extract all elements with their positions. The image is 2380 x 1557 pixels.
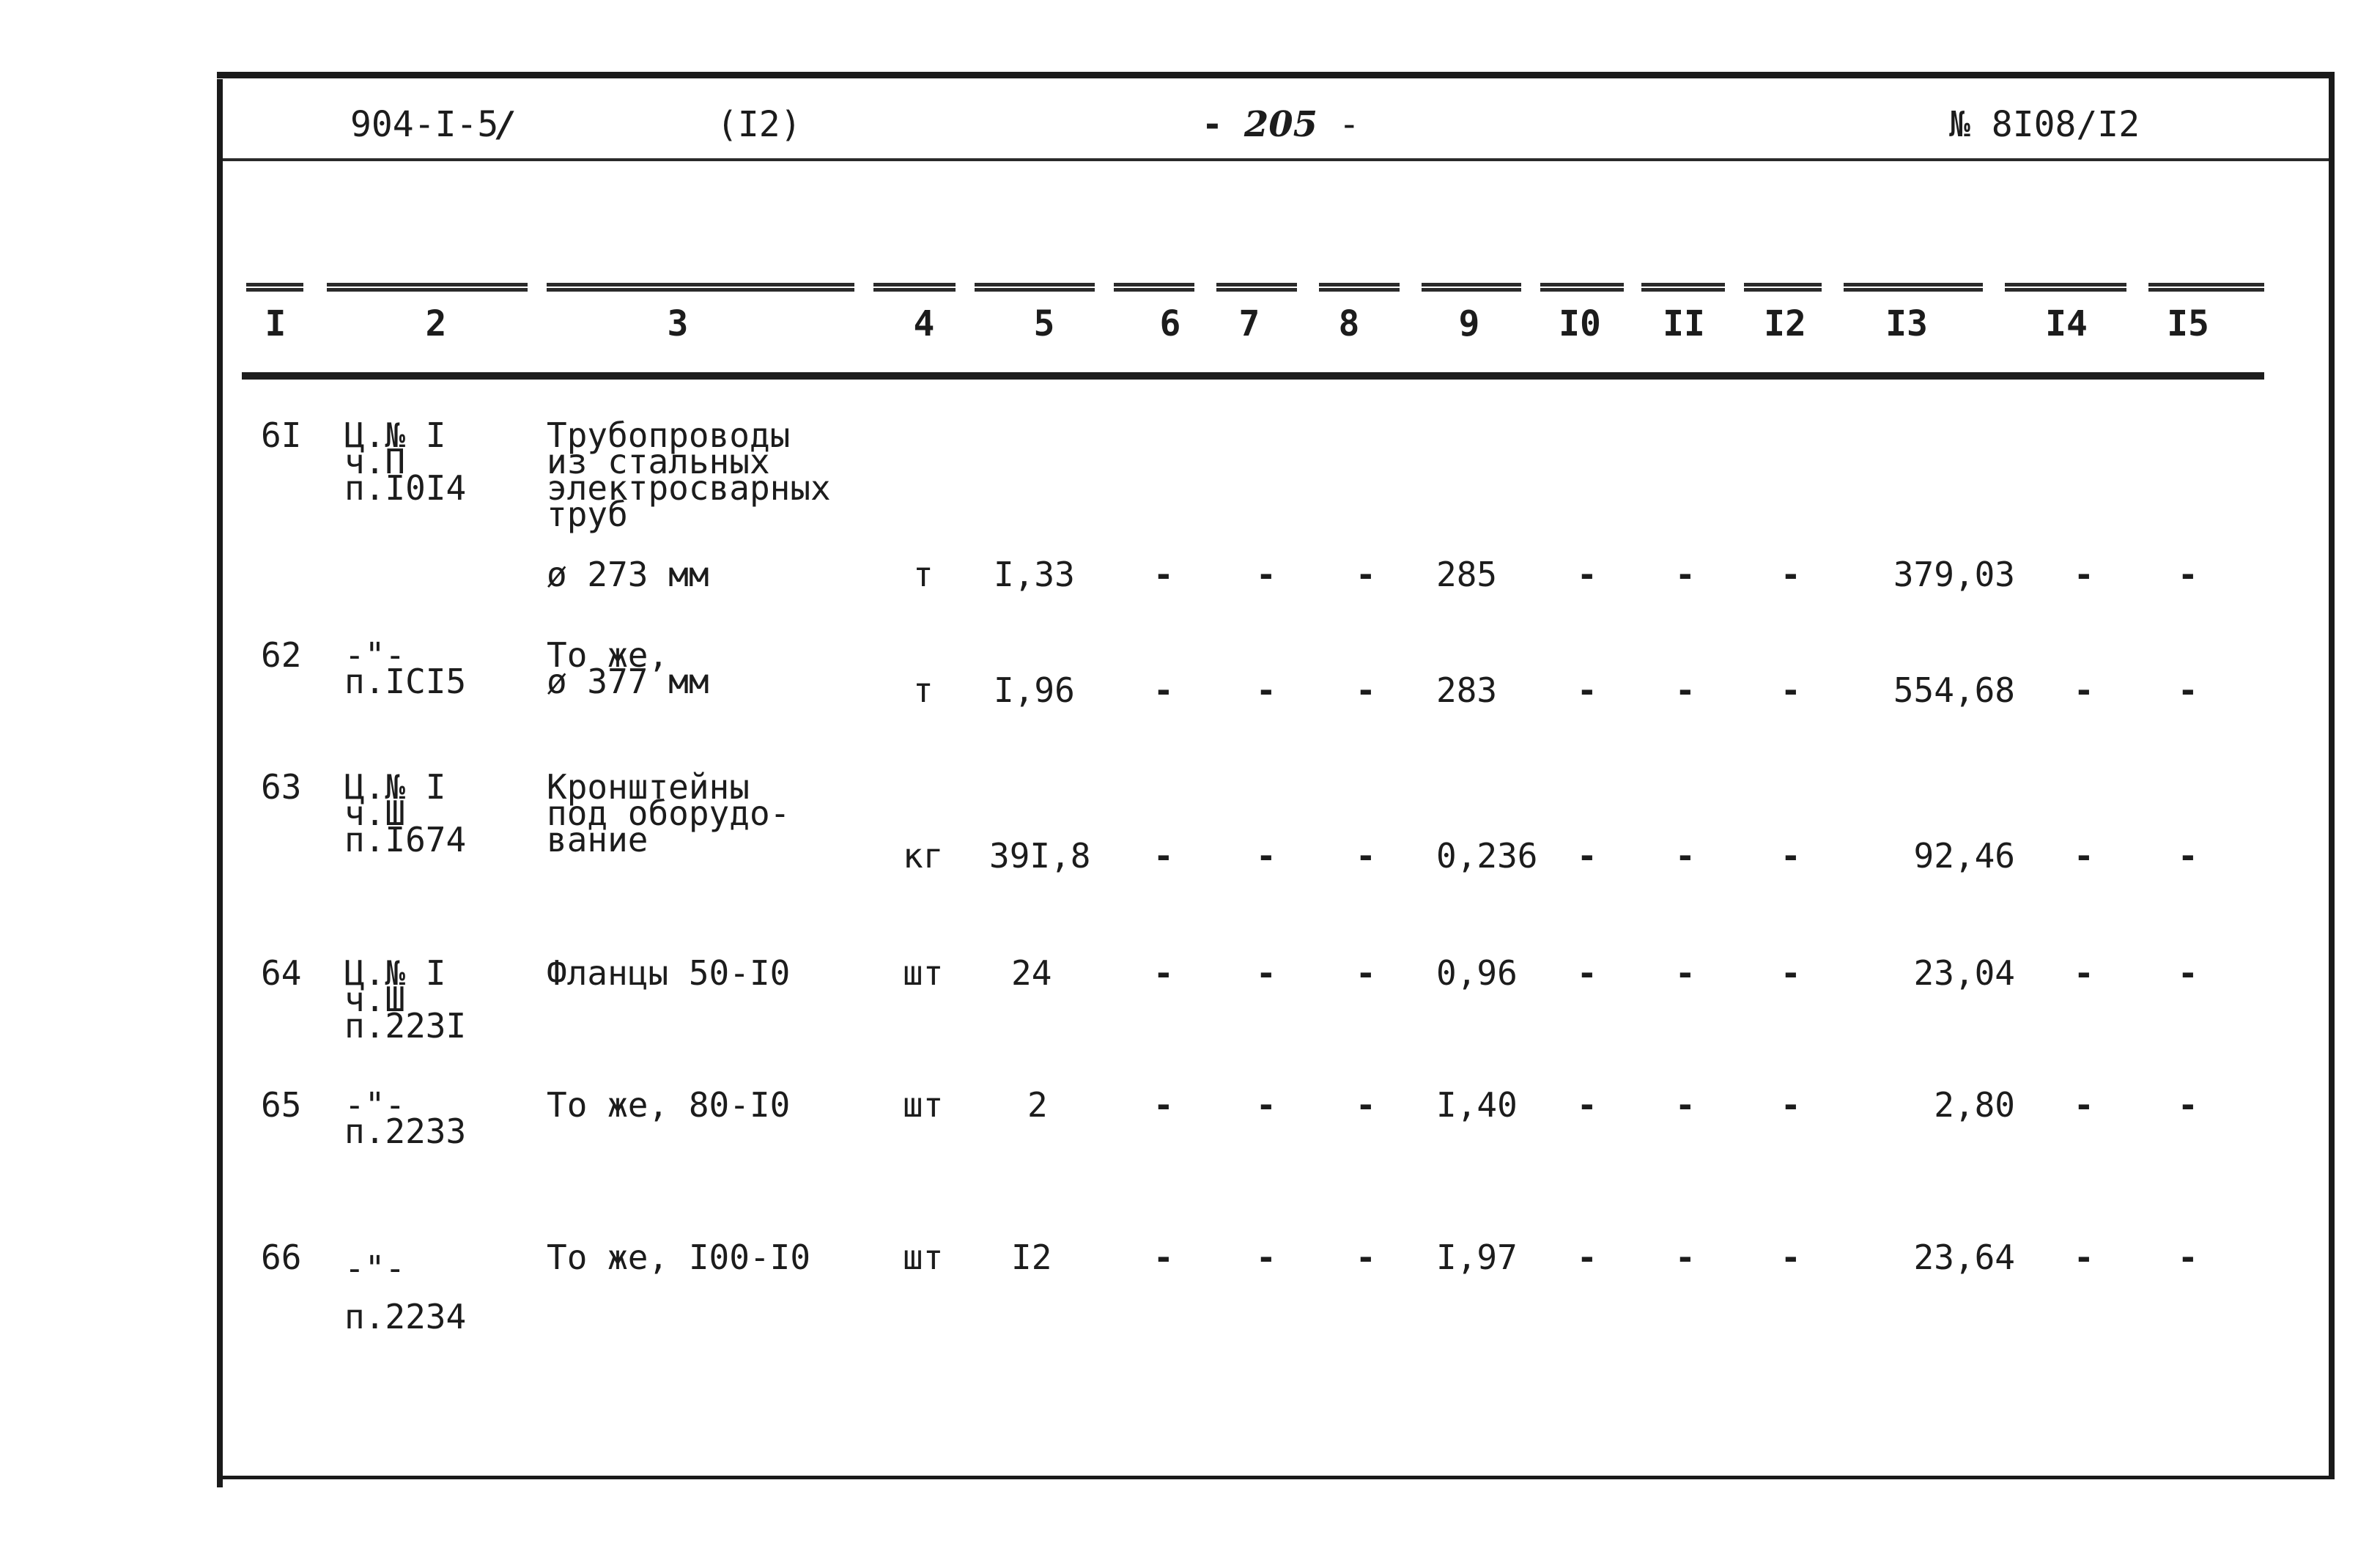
item-name: То же, ø 377 мм [547,635,709,701]
col10-value: - [1577,1238,1597,1277]
quantity: 24 [1011,953,1052,993]
col15-value: - [2178,1238,2198,1277]
unit: шт [903,1085,944,1125]
unit-price: 0,96 [1436,953,1518,993]
unit: шт [903,953,944,993]
column-number: I3 [1885,303,1928,344]
column-number: I [265,303,287,344]
sheet-number: № 8I08/I2 [1949,104,2140,145]
quantity: I,33 [994,555,1075,594]
column-number: 3 [667,303,689,344]
row-number: 6I [261,415,302,455]
col6-value: - [1153,1085,1174,1125]
col10-value: - [1577,1085,1597,1125]
price-reference: -"- п.2233 [344,1085,467,1151]
col7-value: - [1256,1085,1276,1125]
quantity: 39I,8 [989,836,1091,876]
unit: шт [903,1238,944,1277]
header-divider [223,158,2329,161]
table-header-rule [242,372,2264,380]
col7-value: - [1256,836,1276,876]
col10-value: - [1577,836,1597,876]
total-cost: 23,04 [1913,953,2015,993]
price-reference: Ц.№ I ч.П п.I0I4 [344,415,467,508]
row-number: 64 [261,953,302,993]
total-cost: 92,46 [1913,836,2015,876]
col14-value: - [2074,555,2094,594]
row-number: 63 [261,767,302,807]
column-number: 8 [1338,303,1360,344]
col12-value: - [1781,953,1801,993]
unit-price: 283 [1436,670,1498,710]
col8-value: - [1356,953,1376,993]
column-number: 2 [425,303,447,344]
part-number: (I2) [717,104,802,145]
quantity: 2 [1027,1085,1048,1125]
price-reference: -"- п.2234 [344,1249,467,1336]
col15-value: - [2178,836,2198,876]
total-cost: 554,68 [1893,670,2015,710]
col12-value: - [1781,1238,1801,1277]
item-name: Кронштейны под оборудо- вание [547,767,791,859]
column-number: 7 [1238,303,1260,344]
item-name: То же, 80-I0 [547,1085,791,1125]
col8-value: - [1356,555,1376,594]
unit-price: I,97 [1436,1238,1518,1277]
column-number: I0 [1559,303,1601,344]
total-cost: 379,03 [1893,555,2015,594]
total-cost: 23,64 [1913,1238,2015,1277]
quantity: I,96 [994,670,1075,710]
col11-value: - [1675,670,1696,710]
col10-value: - [1577,555,1597,594]
col6-value: - [1153,555,1174,594]
item-name-size: ø 273 мм [547,555,709,594]
col15-value: - [2178,1085,2198,1125]
unit: т [913,670,934,710]
col12-value: - [1781,836,1801,876]
unit-price: I,40 [1436,1085,1518,1125]
col14-value: - [2074,836,2094,876]
col7-value: - [1256,555,1276,594]
col7-value: - [1256,953,1276,993]
unit-price: 285 [1436,555,1498,594]
col12-value: - [1781,1085,1801,1125]
frame-bottom-border [217,1476,2335,1479]
unit: т [913,555,934,594]
col8-value: - [1356,1085,1376,1125]
col15-value: - [2178,555,2198,594]
row-number: 62 [261,635,302,675]
col14-value: - [2074,1085,2094,1125]
col6-value: - [1153,1238,1174,1277]
col8-value: - [1356,1238,1376,1277]
unit: кг [903,836,944,876]
doc-code: 904-I-5/ [350,104,511,145]
col11-value: - [1675,1085,1696,1125]
column-number: II [1663,303,1705,344]
col8-value: - [1356,670,1376,710]
col12-value: - [1781,670,1801,710]
quantity: I2 [1011,1238,1052,1277]
column-number: I4 [2045,303,2088,344]
frame-left-border [217,79,223,1487]
col11-value: - [1675,953,1696,993]
col10-value: - [1577,953,1597,993]
frame-top-border [217,72,2335,78]
total-cost: 2,80 [1934,1085,2015,1125]
column-number: 6 [1159,303,1181,344]
column-number: I2 [1764,303,1806,344]
col11-value: - [1675,1238,1696,1277]
col14-value: - [2074,953,2094,993]
col10-value: - [1577,670,1597,710]
col14-value: - [2074,670,2094,710]
col6-value: - [1153,670,1174,710]
col11-value: - [1675,555,1696,594]
page-number: - 205 - [1202,104,1360,145]
item-name: То же, I00-I0 [547,1238,811,1277]
col7-value: - [1256,670,1276,710]
col12-value: - [1781,555,1801,594]
price-reference: Ц.№ I ч.Ш п.223I [344,953,467,1046]
column-number: I5 [2167,303,2209,344]
price-reference: -"- п.ICI5 [344,635,467,701]
item-name: Трубопроводы из стальных электросварных труб [547,415,831,534]
col14-value: - [2074,1238,2094,1277]
col7-value: - [1256,1238,1276,1277]
col15-value: - [2178,670,2198,710]
col15-value: - [2178,953,2198,993]
col6-value: - [1153,953,1174,993]
column-number: 4 [913,303,935,344]
frame-right-border [2329,72,2335,1479]
unit-price: 0,236 [1436,836,1538,876]
col11-value: - [1675,836,1696,876]
column-number: 9 [1458,303,1480,344]
column-number: 5 [1033,303,1055,344]
row-number: 66 [261,1238,302,1277]
row-number: 65 [261,1085,302,1125]
col8-value: - [1356,836,1376,876]
item-name: Фланцы 50-I0 [547,953,791,993]
price-reference: Ц.№ I ч.Ш п.I674 [344,767,467,859]
col6-value: - [1153,836,1174,876]
